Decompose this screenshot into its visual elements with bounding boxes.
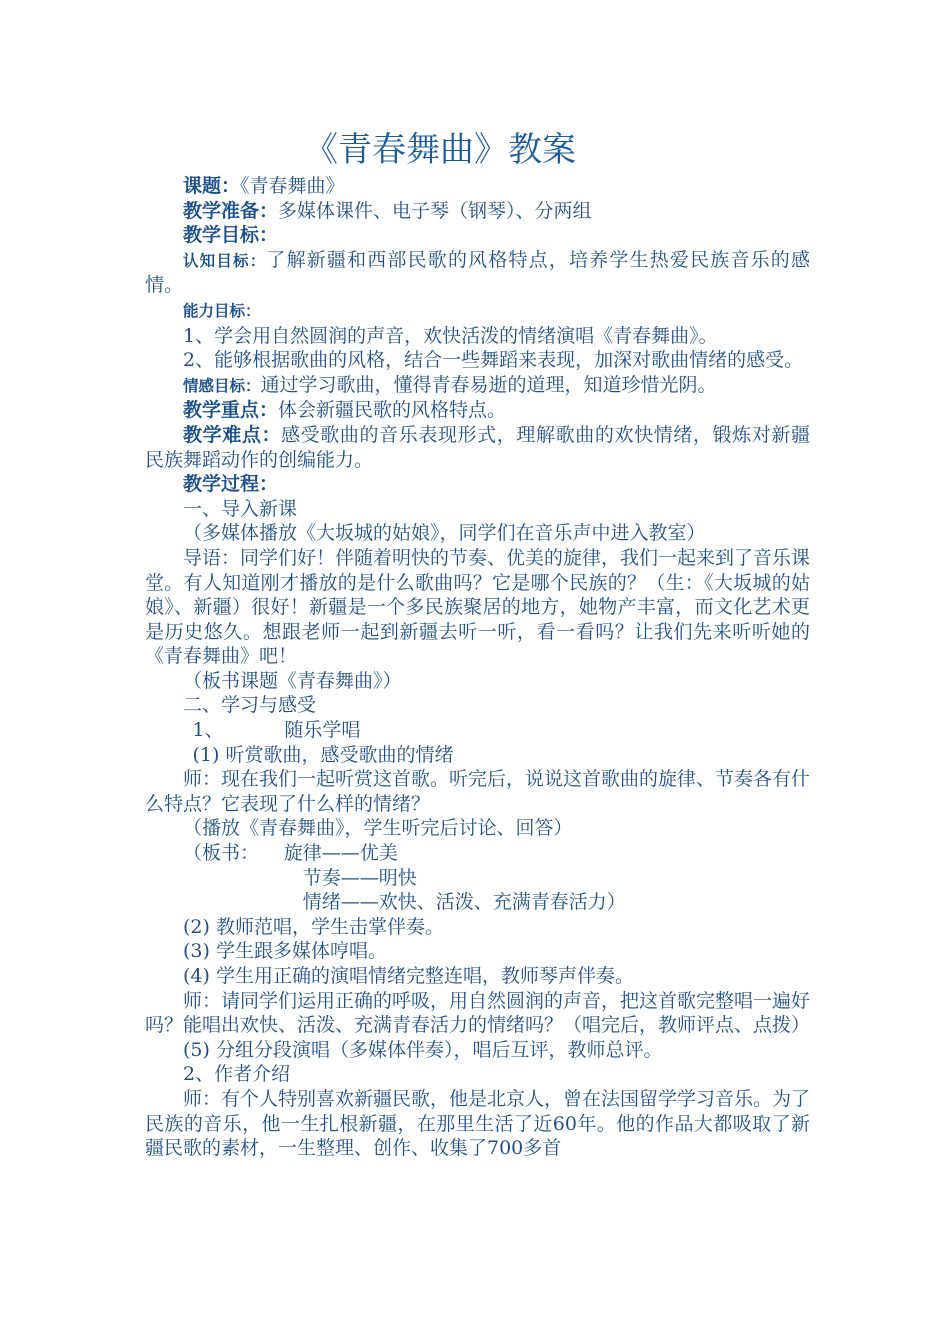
cognitive-text: 了解新疆和西部民歌的风格特点，培养学生热爱民族音乐的感情。: [145, 248, 810, 297]
topic-text: 《青春舞曲》: [240, 175, 345, 197]
board-line-3: 情绪——欢快、活泼、充满青春活力）: [302, 891, 626, 914]
prep-line: [145, 199, 810, 224]
subsection-1-heading: [145, 718, 810, 743]
section-1-intro: 导语：同学们好！伴随着明快的节奏、优美的旋律，我们一起来到了音乐课堂。有人知道刚才播放的是什么歌曲吗？它是哪个民族的？（生：《大坂城的姑娘》、新疆）很好！新疆是一个多民族聚居的地方，她物产丰富，而文化艺术更是历史悠久。想跟老师一起到新疆去听一听，看一看吗？让我们先来听听她的《青春舞曲》吧！: [145, 546, 811, 668]
topic-line: [145, 174, 810, 199]
subsection-1-number: 1、: [192, 719, 224, 742]
emotion-goal: [145, 373, 810, 399]
key-point: [145, 398, 810, 423]
section-1-media-note: （多媒体播放《大坂城的姑娘》，同学们在音乐声中进入教室）: [183, 522, 706, 545]
step-2: (2) 教师范唱，学生击掌伴奏。: [183, 915, 444, 938]
board-prefix: （板书：: [183, 842, 260, 865]
teacher-author-intro: 师：有个人特别喜欢新疆民歌，他是北京人，曾在法国留学学习音乐。为了民族的音乐，他一生扎根新疆，在那里生活了近60年。他的作品大都吸取了新疆民歌的素材，一生整理、创作、收集了700多首: [145, 1087, 811, 1160]
section-1-heading: 一、导入新课: [183, 497, 298, 520]
board-melody: 旋律——优美: [283, 842, 398, 865]
ability-item-2: 2、能够根据歌曲的风格，结合一些舞蹈来表现，加深对歌曲情绪的感受。: [183, 349, 804, 372]
prep-text: 多媒体课件、电子琴（钢琴）、分两组: [278, 199, 592, 222]
subsection-1-text: 随乐学唱: [284, 719, 361, 742]
goals-label: 教学目标：: [183, 224, 279, 247]
difficulty-label: 教学难点：: [183, 423, 282, 446]
goals-line: [145, 223, 810, 248]
prep-label: 教学准备：: [183, 199, 279, 222]
cognitive-goal: [145, 248, 810, 298]
section-1-board-note: （板书课题《青春舞曲》）: [183, 669, 402, 692]
emotion-text: 通过学习歌曲，懂得青春易逝的道理，知道珍惜光阴。: [260, 373, 717, 396]
process-heading: [145, 472, 810, 497]
subsection-2-heading: 2、作者介绍: [183, 1063, 291, 1086]
key-label: 教学重点：: [183, 399, 279, 422]
document-title: 《青春舞曲》教案: [304, 130, 576, 170]
step-3: (3) 学生跟多媒体哼唱。: [183, 940, 387, 963]
play-note: （播放《青春舞曲》，学生听完后讨论、回答）: [183, 817, 573, 840]
document-body: [145, 174, 810, 1161]
teacher-question-2: 师：请同学们运用正确的呼吸，用自然圆润的声音，把这首歌完整唱一遍好吗？能唱出欢快、活泼、充满青春活力的情绪吗？（唱完后，教师评点、点拨）: [145, 989, 811, 1037]
key-text: 体会新疆民歌的风格特点。: [278, 399, 507, 422]
step-4: (4) 学生用正确的演唱情绪完整连唱，教师琴声伴奏。: [183, 965, 634, 987]
board-line-1: [145, 841, 810, 866]
ability-label: 能力目标：: [183, 301, 261, 320]
ability-goal-heading: [145, 298, 810, 324]
topic-label: 课题：: [183, 175, 241, 197]
section-2-heading: 二、学习与感受: [183, 694, 317, 717]
difficulty-point: [145, 423, 810, 472]
process-label: 教学过程：: [183, 473, 279, 496]
emotion-label: 情感目标：: [183, 376, 261, 395]
ability-item-1: 1、学会用自然圆润的声音，欢快活泼的情绪演唱《青春舞曲》。: [183, 324, 718, 347]
step-5: (5) 分组分段演唱（多媒体伴奏），唱后互评，教师总评。: [183, 1038, 663, 1061]
cognitive-label: 认知目标：: [183, 251, 267, 270]
step-1: (1) 听赏歌曲，感受歌曲的情绪: [192, 743, 454, 766]
difficulty-text: 感受歌曲的音乐表现形式，理解歌曲的欢快情绪，锻炼对新疆民族舞蹈动作的创编能力。: [145, 423, 810, 471]
teacher-question-1: 师：现在我们一起听赏这首歌。听完后，说说这首歌曲的旋律、节奏各有什么特点？它表现了什么样的情绪？: [145, 768, 811, 815]
board-line-2: 节奏——明快: [302, 866, 417, 889]
